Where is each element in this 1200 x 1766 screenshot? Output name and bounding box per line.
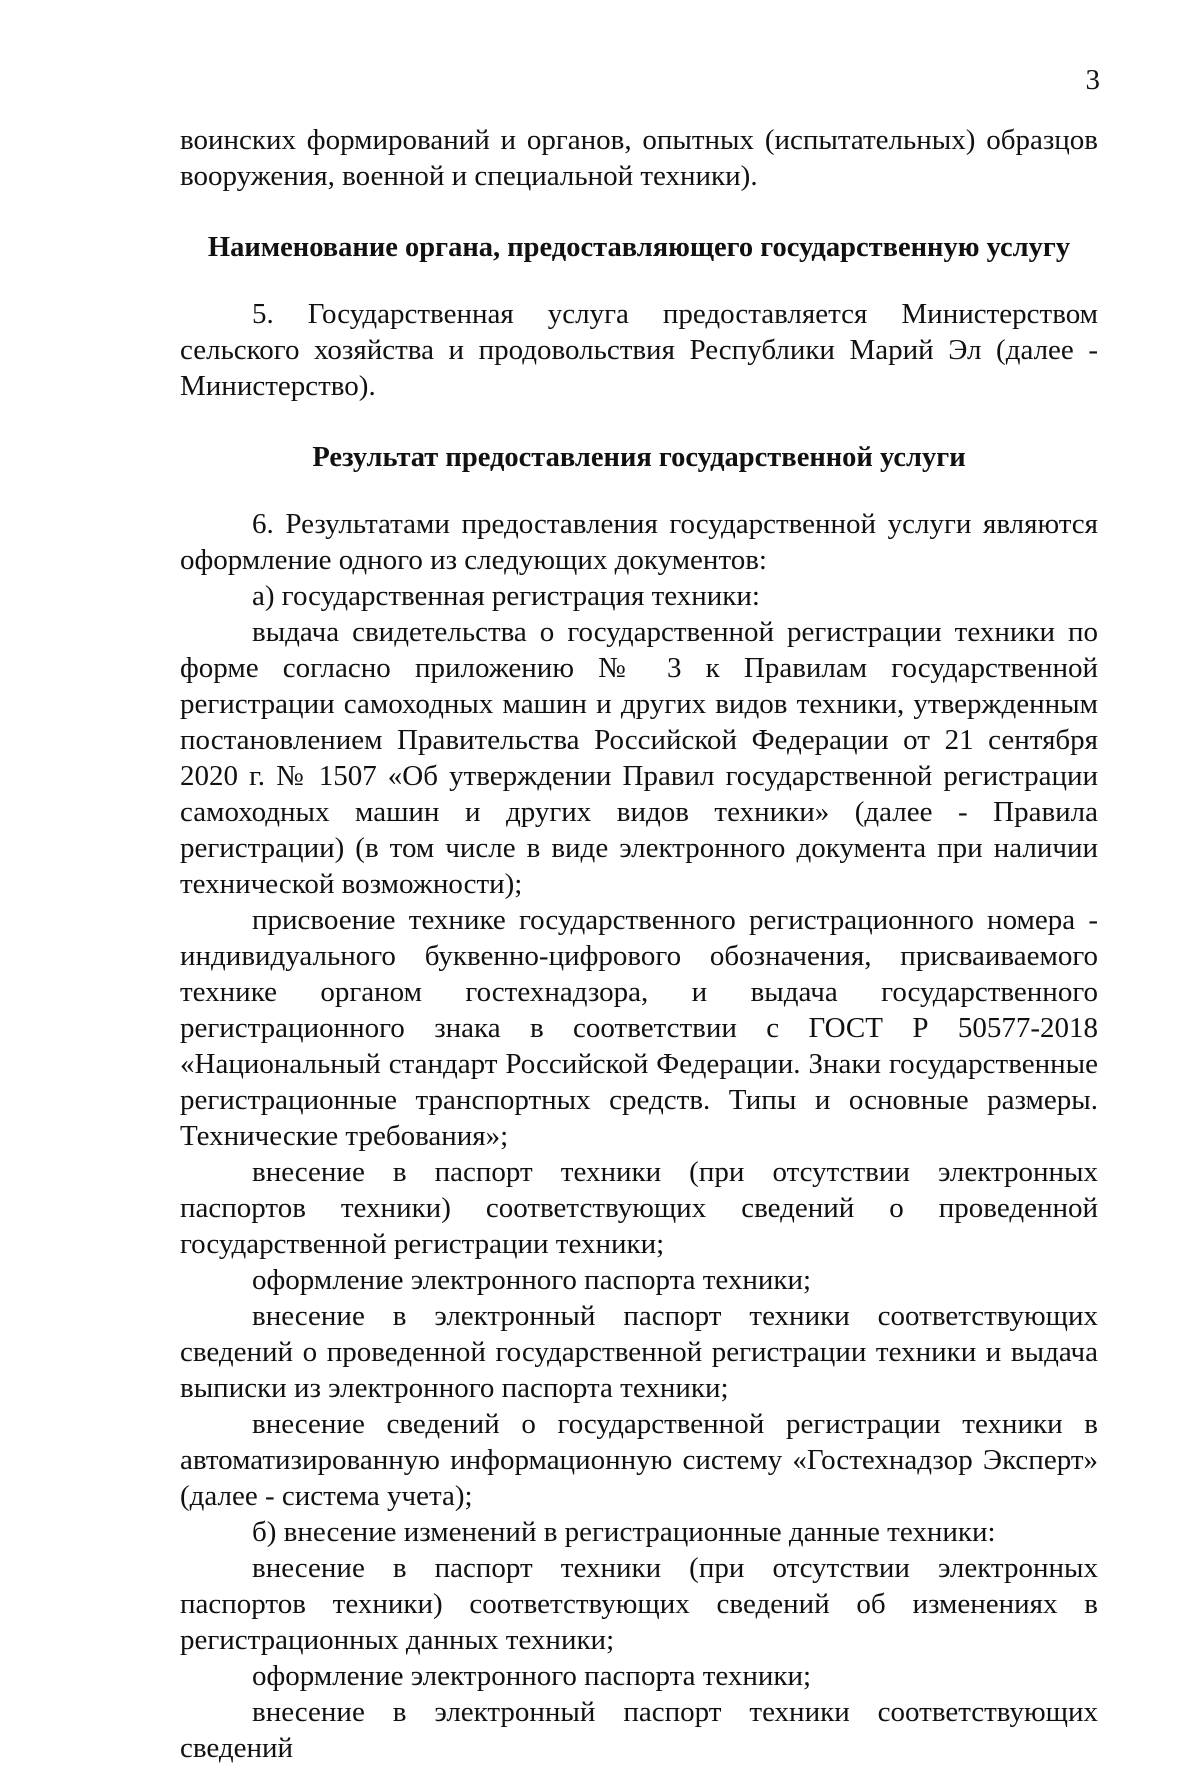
list-item-b: б) внесение изменений в регистрационные данные техники:	[252, 1516, 996, 1548]
list-item-b-2: оформление электронного паспорта техники;	[252, 1660, 812, 1692]
spacer	[180, 404, 1098, 440]
list-item-a-6: внесение сведений о государственной регистрации техники в автоматизированную информационную систему «Гостехнадзор Эксперт» (далее - система учета);	[180, 1408, 1098, 1512]
list-item-a-2: присвоение технике государственного регистрационного номера - индивидуального буквенно-цифрового обозначения, присваиваемого технике органом гостехнадзора, и выдача государственного регистрационного знака в соответствии с ГОСТ Р 50577-2018 «Национальный стандарт Российской Федерации. Знаки государственные регистрационные транспортных средств. Типы и основные размеры. Технические требования»;	[180, 904, 1098, 1152]
spacer	[180, 194, 1098, 230]
list-item-a-1: выдача свидетельства о государственной регистрации техники по форме согласно приложению № 3 к Правилам государственной регистрации самоходных машин и других видов техники, утвержденным постановлением Правительства Российской Федерации от 21 сентября 2020 г. № 1507 «Об утверждении Правил государственной регистрации самоходных машин и других видов техники» (далее - Правила регистрации) (в том числе в виде электронного документа при наличии технической возможности);	[180, 616, 1098, 900]
list-item-b-3: внесение в электронный паспорт техники соответствующих сведений	[180, 1696, 1098, 1764]
spacer	[180, 476, 1098, 506]
spacer	[180, 266, 1098, 296]
list-item-a-5: внесение в электронный паспорт техники соответствующих сведений о проведенной государственной регистрации техники и выдача выписки из электронного паспорта техники;	[180, 1300, 1098, 1404]
intro-paragraph: воинских формирований и органов, опытных (испытательных) образцов вооружения, военной и специальной техники).	[180, 124, 1098, 192]
section-heading-result: Результат предоставления государственной услуги	[312, 442, 966, 473]
list-item-a: а) государственная регистрация техники:	[252, 580, 760, 612]
list-item-b-1: внесение в паспорт техники (при отсутствии электронных паспортов техники) соответствующих сведений об изменениях в регистрационных данных техники;	[180, 1552, 1098, 1656]
document-body	[180, 122, 1098, 1766]
paragraph-5: 5. Государственная услуга предоставляется Министерством сельского хозяйства и продовольствия Республики Марий Эл (далее - Министерство).	[180, 298, 1098, 402]
page-number: 3	[1085, 64, 1100, 96]
list-item-a-3: внесение в паспорт техники (при отсутствии электронных паспортов техники) соответствующих сведений о проведенной государственной регистрации техники;	[180, 1156, 1098, 1260]
list-item-a-4: оформление электронного паспорта техники;	[252, 1264, 812, 1296]
section-heading-authority: Наименование органа, предоставляющего государственную услугу	[207, 232, 1071, 263]
paragraph-6: 6. Результатами предоставления государственной услуги являются оформление одного из следующих документов:	[180, 508, 1098, 576]
